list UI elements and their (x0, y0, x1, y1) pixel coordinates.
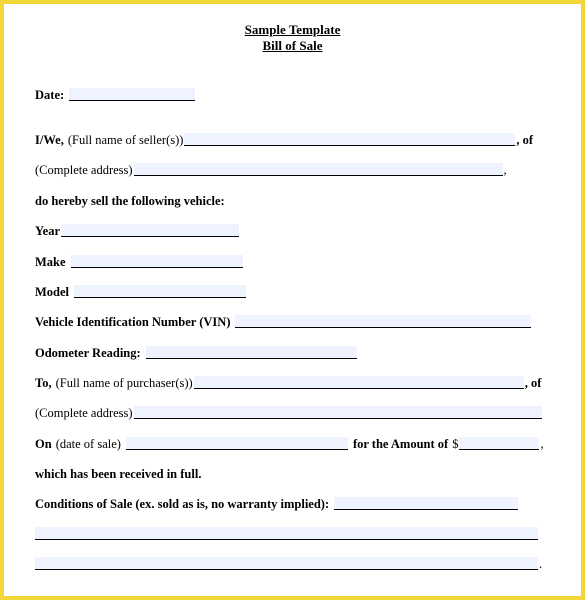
model-field[interactable] (74, 285, 246, 298)
vin-row (35, 314, 532, 330)
date-of-sale-field[interactable] (126, 437, 348, 450)
conditions-line-2[interactable] (35, 527, 538, 540)
title-bill-of-sale: Bill of Sale (262, 38, 323, 53)
purchaser-address-row (35, 405, 543, 421)
year-field[interactable] (61, 224, 239, 237)
seller-label-we: I/We, (35, 133, 64, 147)
conditions-field[interactable] (334, 497, 518, 510)
date-label: Date: (35, 88, 65, 102)
conditions-row (35, 496, 519, 512)
purchaser-name-label: (Full name of purchaser(s)) (55, 376, 193, 390)
purchaser-of-text: , of (524, 376, 542, 390)
seller-name-field[interactable] (184, 133, 515, 146)
purchaser-label-to: To, (35, 376, 52, 390)
sale-date-amount-row (35, 436, 544, 452)
model-label: Model (35, 285, 70, 299)
date-of-sale-label: (date of sale) (55, 437, 121, 451)
conditions-period: . (539, 557, 543, 571)
currency-symbol: $ (452, 437, 459, 451)
make-row (35, 254, 244, 270)
amount-label: for the Amount of (352, 437, 449, 451)
make-label: Make (35, 255, 66, 269)
sell-statement: do hereby sell the following vehicle: (35, 194, 225, 208)
vin-label: Vehicle Identification Number (VIN) (35, 315, 231, 329)
odometer-field[interactable] (146, 346, 357, 359)
date-field[interactable] (69, 88, 195, 101)
date-row (35, 87, 196, 103)
purchaser-name-field[interactable] (194, 376, 524, 389)
vin-field[interactable] (235, 315, 531, 328)
seller-of-text: , of (516, 133, 534, 147)
seller-address-row (35, 162, 507, 178)
document-title (0, 22, 585, 54)
conditions-line-3[interactable] (35, 557, 538, 570)
seller-name-label: (Full name of seller(s)) (67, 133, 184, 147)
on-label: On (35, 437, 52, 451)
seller-address-label: (Complete address) (35, 163, 133, 177)
make-field[interactable] (71, 255, 243, 268)
title-sample-template: Sample Template (244, 22, 341, 37)
purchaser-row (35, 375, 541, 391)
conditions-line-3-row (35, 556, 542, 572)
conditions-label: Conditions of Sale (ex. sold as is, no warranty implied): (35, 497, 330, 511)
seller-address-field[interactable] (134, 163, 503, 176)
odometer-row (35, 345, 358, 361)
purchaser-address-label: (Complete address) (35, 406, 133, 420)
model-row (35, 284, 247, 300)
year-label: Year (35, 224, 60, 238)
seller-address-comma: , (503, 163, 507, 177)
seller-row (35, 132, 533, 148)
year-row (35, 223, 240, 239)
odometer-label: Odometer Reading: (35, 346, 141, 360)
amount-comma: , (540, 437, 544, 451)
received-statement: which has been received in full. (35, 467, 202, 481)
purchaser-address-field[interactable] (134, 406, 542, 419)
amount-field[interactable] (459, 437, 539, 450)
